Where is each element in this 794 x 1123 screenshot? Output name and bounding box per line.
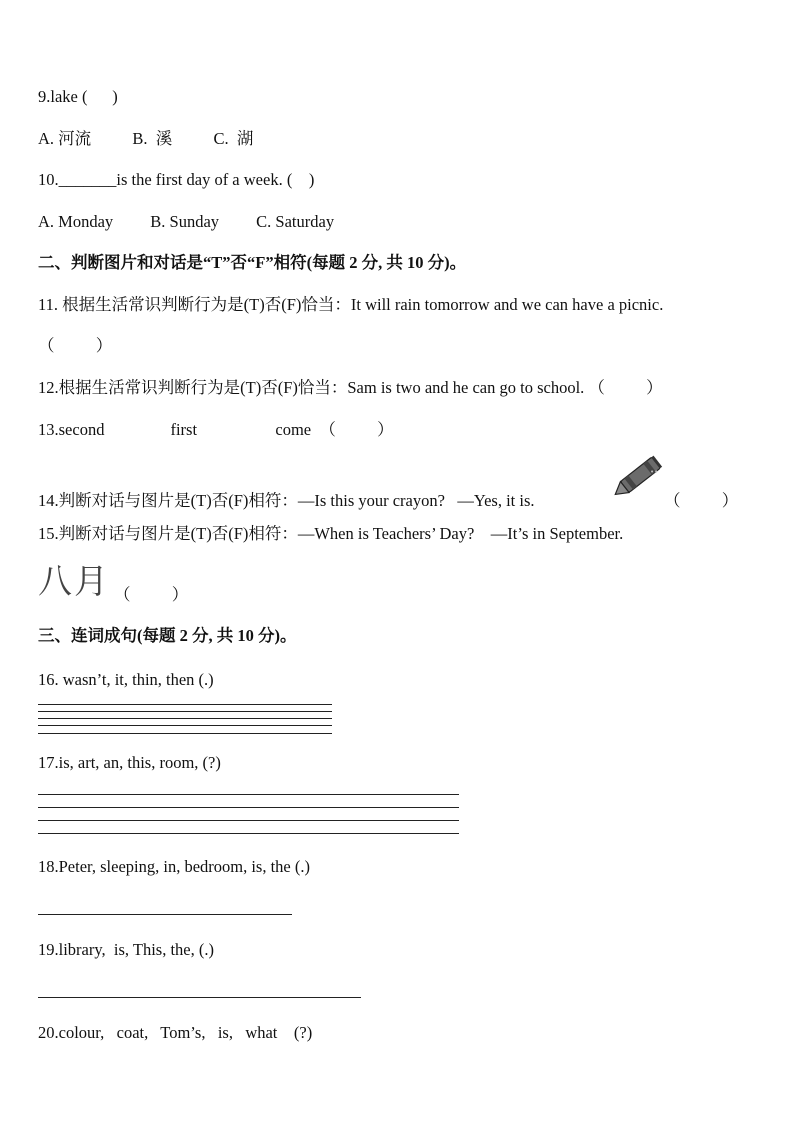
question-11: 11. 根据生活常识判断行为是(T)否(F)恰当：It will rain tomorrow and we can have a picnic. [38, 295, 664, 314]
answer-line [38, 833, 459, 834]
section-3-title: 三、连词成句(每题 2 分, 共 10 分)。 [38, 626, 297, 645]
answer-line [38, 794, 459, 795]
answer-line [38, 914, 292, 915]
answer-line [38, 718, 332, 719]
question-16: 16. wasn’t, it, thin, then (.) [38, 670, 214, 689]
section-2-title: 二、判断图片和对话是“T”否“F”相符(每题 2 分, 共 10 分)。 [38, 253, 467, 272]
crayon-icon [606, 452, 668, 513]
question-11-answer-paren: （ ） [38, 336, 113, 355]
question-12: 12.根据生活常识判断行为是(T)否(F)恰当：Sam is two and he can go to school. （ ） [38, 378, 663, 397]
question-15: 15.判断对话与图片是(T)否(F)相符：—When is Teachers’ Day? —It’s in September. [38, 524, 624, 543]
question-9-options: A. 河流 B. 溪 C. 湖 [38, 129, 254, 148]
question-14: 14.判断对话与图片是(T)否(F)相符：—Is this your crayon? —Yes, it is. [38, 491, 535, 510]
question-13: 13.second first come （ ） [38, 420, 394, 439]
answer-line [38, 725, 332, 726]
question-18: 18.Peter, sleeping, in, bedroom, is, the (.) [38, 857, 310, 876]
question-10-options: A. Monday B. Sunday C. Saturday [38, 212, 335, 231]
question-15-answer-paren: （ ） [114, 585, 189, 604]
august-image: 八月 [38, 562, 110, 602]
question-9: 9.lake ( ) [38, 87, 118, 106]
answer-line [38, 820, 459, 821]
answer-line [38, 807, 459, 808]
question-20: 20.colour, coat, Tom’s, is, what (?) [38, 1023, 313, 1042]
answer-line [38, 997, 361, 998]
answer-line [38, 733, 332, 734]
answer-line [38, 704, 332, 705]
question-10: 10._______is the first day of a week. ( ) [38, 170, 315, 189]
question-17: 17.is, art, an, this, room, (?) [38, 753, 221, 772]
svg-text:••: •• [650, 468, 659, 476]
question-14-answer-paren: （ ） [664, 491, 739, 510]
answer-line [38, 711, 332, 712]
question-19: 19.library, is, This, the, (.) [38, 940, 214, 959]
